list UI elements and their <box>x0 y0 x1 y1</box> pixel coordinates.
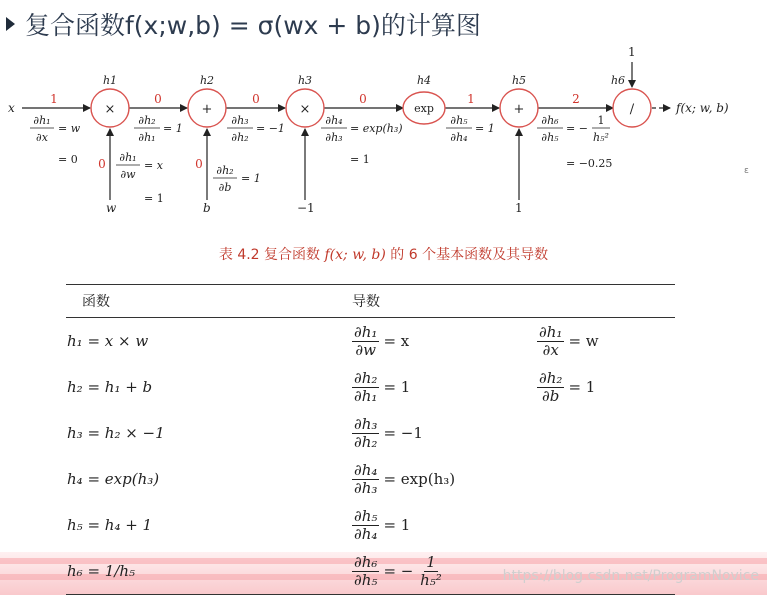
fraction-denominator: ∂b <box>542 386 560 405</box>
derivative-cell-2 <box>536 456 605 502</box>
function-expr: h₁ = x × w <box>67 332 149 350</box>
node-h2-op: + <box>201 102 213 117</box>
input-one-h5: 1 <box>515 201 523 215</box>
derivative-rhs: = exp(h₃) <box>383 470 456 488</box>
derivative-table <box>66 284 675 595</box>
input-w: w <box>106 201 117 215</box>
node-h1-op: × <box>104 102 116 117</box>
vertical-value-w: 0 <box>98 157 106 171</box>
p-h5-num: ∂h₆ <box>541 114 559 127</box>
edge-value-h5: 2 <box>572 92 580 106</box>
p-h4-num: ∂h₅ <box>450 114 468 127</box>
fraction <box>352 554 379 589</box>
output-label: f(x; w, b) <box>676 101 729 115</box>
p-h3-sub: = 1 <box>350 153 370 166</box>
node-h5-label: h5 <box>511 74 527 87</box>
fraction-numerator: ∂h₃ <box>354 414 378 433</box>
caption-suffix: 的 6 个基本函数及其导数 <box>385 247 549 263</box>
p-b-rhs: = 1 <box>241 172 261 185</box>
header-function: 函数 <box>82 294 110 310</box>
p-x-rhs: = w <box>58 122 81 135</box>
p-w-den: ∂w <box>120 168 136 181</box>
function-cell <box>66 318 336 365</box>
function-cell <box>66 548 336 595</box>
derivative-cell-2 <box>536 364 605 410</box>
node-h3-op: × <box>299 102 311 117</box>
fraction-denominator: h₅² <box>420 570 442 589</box>
fraction-denominator: ∂h₅ <box>354 570 378 589</box>
table-caption <box>0 244 767 264</box>
fraction <box>352 508 379 543</box>
derivative-cell-2 <box>536 502 605 548</box>
derivative-rhs: = w <box>568 332 599 350</box>
fraction-denominator: ∂h₃ <box>354 478 378 497</box>
derivative-rhs: = −1 <box>383 424 423 442</box>
function-expr: h₂ = h₁ + b <box>67 378 153 396</box>
node-h5-op: + <box>513 102 525 117</box>
fraction-numerator: ∂h₅ <box>354 506 378 525</box>
input-b: b <box>203 201 211 215</box>
function-expr: h₆ = 1/h₅ <box>67 562 136 580</box>
function-expr: h₄ = exp(h₃) <box>67 470 160 488</box>
p-h5-rhs: = − <box>566 122 588 135</box>
function-cell <box>66 502 336 548</box>
input-one-h6: 1 <box>628 45 636 59</box>
table-row <box>66 318 675 365</box>
table-row <box>66 410 675 456</box>
fraction-numerator: ∂h₆ <box>354 552 378 571</box>
p-h5-rhs-num: 1 <box>597 114 605 127</box>
function-cell <box>66 410 336 456</box>
fraction-denominator: ∂h₄ <box>354 524 378 543</box>
node-h1-label: h1 <box>102 74 118 87</box>
fraction-numerator: ∂h₂ <box>354 368 378 387</box>
derivative-rhs: = 1 <box>383 378 411 396</box>
p-x-den: ∂x <box>36 131 48 144</box>
node-h2-label: h2 <box>199 74 215 87</box>
derivative-rhs: = 1 <box>383 516 411 534</box>
fraction-denominator: ∂h₂ <box>354 432 378 451</box>
edge-value-x: 1 <box>50 92 58 106</box>
p-w-sub: = 1 <box>144 192 164 205</box>
p-b-num: ∂h₂ <box>216 164 234 177</box>
node-h4-op: exp <box>414 102 434 115</box>
derivative-cell-2 <box>536 318 605 365</box>
p-x-num: ∂h₁ <box>33 114 51 127</box>
caption-prefix: 表 4.2 复合函数 <box>218 247 325 263</box>
node-h4-label: h4 <box>416 74 432 87</box>
p-b-den: ∂b <box>218 181 232 194</box>
p-h4-rhs: = 1 <box>475 122 495 135</box>
p-h3-rhs: = exp(h₃) <box>350 122 403 135</box>
function-expr: h₃ = h₂ × −1 <box>67 424 165 442</box>
fraction <box>352 462 379 497</box>
function-expr: h₅ = h₄ + 1 <box>67 516 153 534</box>
input-minus-one: −1 <box>297 201 315 215</box>
watermark: https://blog.csdn.net/ProgramNovice <box>502 568 759 584</box>
node-h6-op: / <box>629 102 635 117</box>
fraction <box>352 416 379 451</box>
p-h5-den: ∂h₅ <box>541 131 559 144</box>
caption-math: f(x; w, b) <box>324 247 386 263</box>
fraction-numerator: ∂h₄ <box>354 460 378 479</box>
edge-value-h3: 0 <box>359 92 367 106</box>
p-h2-den: ∂h₂ <box>231 131 249 144</box>
fraction-numerator: ∂h₁ <box>539 322 563 341</box>
node-h3-label: h3 <box>297 74 313 87</box>
p-h3-num: ∂h₄ <box>325 114 343 127</box>
input-x: x <box>8 101 15 115</box>
table-row <box>66 364 675 410</box>
derivative-rhs: = − <box>383 562 414 580</box>
p-w-num: ∂h₁ <box>119 151 137 164</box>
fraction-numerator: ∂h₁ <box>354 322 378 341</box>
slide-title-text: 复合函数f(x;w,b) = σ(wx + b)的计算图 <box>25 11 481 40</box>
function-cell <box>66 364 336 410</box>
derivative-rhs: = x <box>383 332 410 350</box>
p-h1-rhs: = 1 <box>163 122 183 135</box>
side-mark: ɛ <box>744 166 749 176</box>
edge-value-h4: 1 <box>467 92 475 106</box>
fraction-numerator: 1 <box>426 552 436 571</box>
p-h3-den: ∂h₃ <box>325 131 343 144</box>
p-h1-num: ∂h₂ <box>138 114 156 127</box>
function-cell <box>66 456 336 502</box>
derivative-rhs: = 1 <box>568 378 596 396</box>
fraction-denominator: ∂w <box>355 340 377 359</box>
fraction <box>352 370 379 405</box>
computation-graph <box>0 0 767 225</box>
fraction <box>352 324 379 359</box>
p-h2-rhs: = −1 <box>256 122 285 135</box>
table-row <box>66 456 675 502</box>
fraction <box>537 324 564 359</box>
p-h5-rhs-den: h₅² <box>593 131 609 144</box>
fraction-denominator: ∂h₁ <box>354 386 378 405</box>
vertical-value-b: 0 <box>195 157 203 171</box>
header-derivative: 导数 <box>352 294 380 310</box>
node-h6-label: h6 <box>610 74 626 87</box>
p-h4-den: ∂h₄ <box>450 131 468 144</box>
fraction <box>537 370 564 405</box>
p-x-sub: = 0 <box>58 153 78 166</box>
p-h1-den: ∂h₁ <box>138 131 156 144</box>
fraction-numerator: ∂h₂ <box>539 368 563 387</box>
table-header-row <box>66 285 675 318</box>
p-h5-sub: = −0.25 <box>566 157 613 170</box>
fraction <box>418 554 444 589</box>
fraction-denominator: ∂x <box>542 340 559 359</box>
edge-value-h1: 0 <box>154 92 162 106</box>
derivative-cell-2 <box>536 410 605 456</box>
edge-value-h2: 0 <box>252 92 260 106</box>
p-w-rhs: = x <box>144 159 163 172</box>
table-row <box>66 502 675 548</box>
p-h2-num: ∂h₃ <box>231 114 249 127</box>
